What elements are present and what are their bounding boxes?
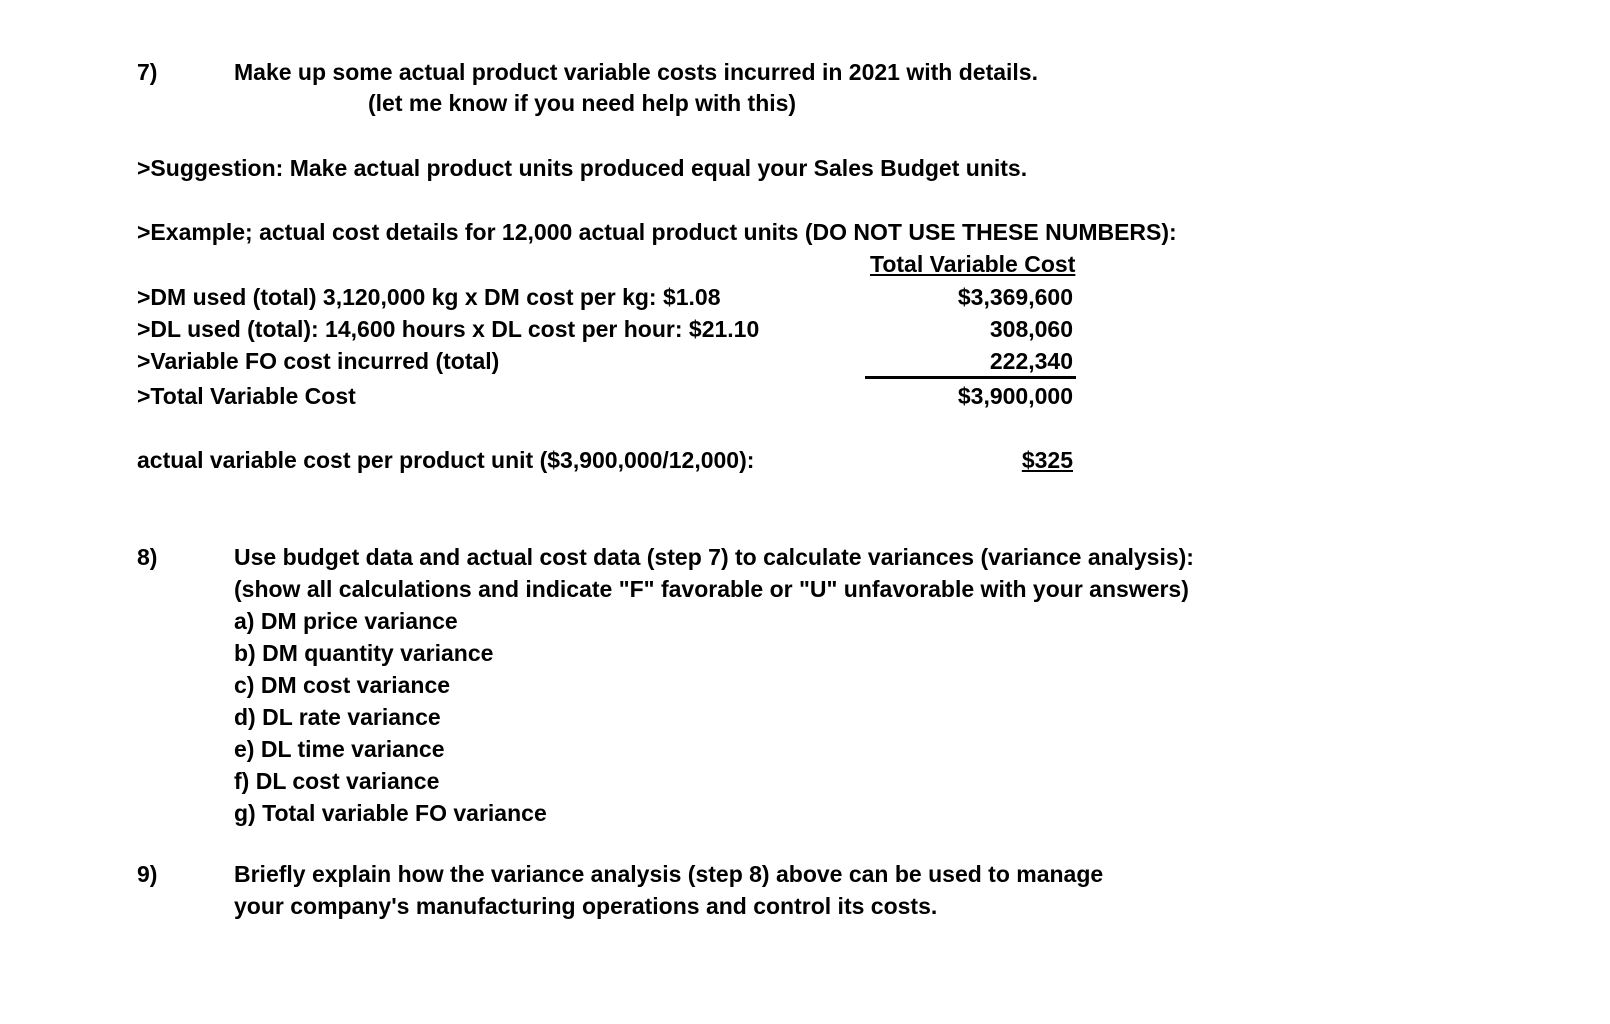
table-row-dm-value: $3,369,600: [957, 284, 1073, 310]
question-9-line-1: Briefly explain how the variance analysis (step 8) above can be used to manage: [234, 861, 1104, 887]
table-row-fo-value: 222,340: [989, 348, 1073, 374]
total-rule-line: [865, 376, 1076, 379]
question-8-line-2: (show all calculations and indicate "F" favorable or "U" unfavorable with your answers): [234, 576, 1189, 602]
variance-item-c: c) DM cost variance: [234, 672, 451, 698]
variance-item-d: d) DL rate variance: [234, 704, 441, 730]
variance-item-e: e) DL time variance: [234, 736, 445, 762]
question-7-line-1: Make up some actual product variable costs incurred in 2021 with details.: [234, 59, 1038, 85]
question-8-line-1: Use budget data and actual cost data (step 7) to calculate variances (variance analysis):: [234, 544, 1194, 570]
variance-item-g: g) Total variable FO variance: [234, 800, 547, 826]
question-9-line-2: your company's manufacturing operations and control its costs.: [234, 893, 938, 919]
variance-item-f: f) DL cost variance: [234, 768, 440, 794]
question-7-number: 7): [137, 59, 158, 85]
table-row-dl-value: 308,060: [989, 316, 1073, 342]
variance-item-a: a) DM price variance: [234, 608, 458, 634]
table-row-dl-label: >DL used (total): 14,600 hours x DL cost per hour: $21.10: [137, 316, 760, 342]
table-header-total-variable-cost: Total Variable Cost: [870, 251, 1076, 277]
table-row-dm-label: >DM used (total) 3,120,000 kg x DM cost per kg: $1.08: [137, 284, 721, 310]
table-row-total-label: >Total Variable Cost: [137, 383, 356, 409]
question-9-number: 9): [137, 861, 158, 887]
table-row-total-value: $3,900,000: [957, 383, 1073, 409]
suggestion-text: >Suggestion: Make actual product units produced equal your Sales Budget units.: [137, 155, 1028, 181]
table-row-fo-label: >Variable FO cost incurred (total): [137, 348, 500, 374]
question-8-number: 8): [137, 544, 158, 570]
per-unit-cost-label: actual variable cost per product unit ($3,900,000/12,000):: [137, 447, 755, 473]
variance-item-b: b) DM quantity variance: [234, 640, 494, 666]
question-7-line-2: (let me know if you need help with this): [368, 90, 797, 116]
example-text: >Example; actual cost details for 12,000 actual product units (DO NOT USE THESE NUMBERS):: [137, 219, 1177, 245]
per-unit-cost-value: $325: [1021, 447, 1073, 473]
